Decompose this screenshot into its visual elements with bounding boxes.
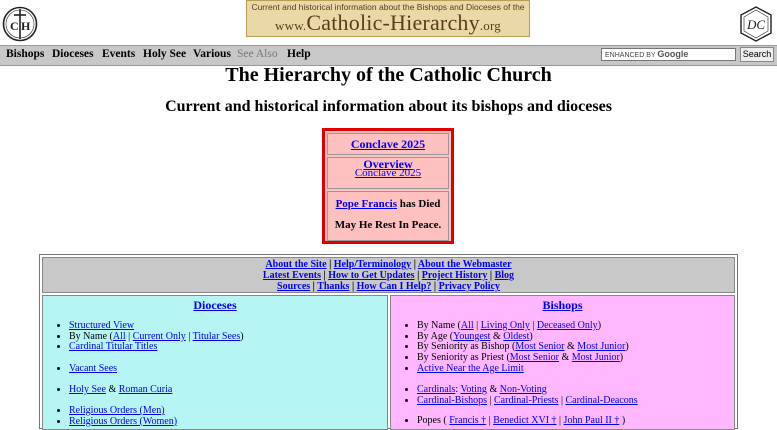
- bishop-most-junior-link[interactable]: Most Junior: [577, 341, 626, 353]
- dc-logo-icon[interactable]: [739, 6, 773, 42]
- thanks-link[interactable]: Thanks: [317, 281, 350, 292]
- roman-curia-link[interactable]: Roman Curia: [118, 384, 173, 395]
- bishops-panel: [390, 295, 735, 430]
- dioceses-panel: [42, 295, 388, 430]
- vacant-sees-link[interactable]: Vacant Sees: [69, 363, 118, 374]
- main-nav: [0, 45, 777, 66]
- cardinal-priests-link[interactable]: Cardinal-Priests: [494, 394, 559, 406]
- dioceses-list-3: [43, 385, 172, 396]
- conclave-2025-link[interactable]: Conclave 2025: [354, 167, 422, 179]
- sources-link[interactable]: Sources: [277, 281, 311, 292]
- nav-holy-see[interactable]: Holy See: [143, 48, 187, 60]
- rip-text: May He Rest In Peace.: [334, 219, 442, 231]
- nav-events[interactable]: Events: [102, 48, 136, 60]
- bishops-list-1: [391, 321, 629, 374]
- list-item: [69, 417, 177, 428]
- pope-francis-link[interactable]: Pope Francis: [335, 198, 397, 210]
- list-item: [69, 342, 244, 353]
- nav-bishops[interactable]: Bishops: [6, 48, 45, 60]
- list-item: [417, 364, 629, 375]
- bishop-most-senior-link[interactable]: Most Senior: [515, 341, 565, 353]
- search-button[interactable]: Search: [740, 47, 774, 62]
- living-only-link[interactable]: Living Only: [480, 320, 530, 331]
- non-voting-link[interactable]: Non-Voting: [499, 384, 547, 395]
- list-item: • Popes ( Francis † | Benedict XVI † | John Paul II † ): [417, 416, 625, 427]
- dioceses-list-1: [43, 321, 244, 353]
- page-subtitle: Current and historical information about its bishops and dioceses: [165, 98, 612, 115]
- list-item: • By Seniority as Bishop (Most Senior & Most Junior): [417, 342, 629, 353]
- page-title: The Hierarchy of the Catholic Church: [225, 64, 552, 86]
- priest-most-senior-link[interactable]: Most Senior: [509, 352, 559, 364]
- dioceses-heading-link[interactable]: Dioceses: [193, 298, 237, 312]
- help-terminology-link[interactable]: Help/Terminology: [333, 259, 412, 270]
- dioceses-list-4: [43, 406, 177, 427]
- religious-orders-men-link[interactable]: Religious Orders (Men): [69, 405, 165, 416]
- bishops-all-link[interactable]: All: [460, 320, 474, 331]
- about-webmaster-link[interactable]: About the Webmaster: [417, 259, 512, 270]
- religious-orders-women-link[interactable]: Religious Orders (Women): [69, 415, 178, 427]
- titular-sees-link[interactable]: Titular Sees: [192, 330, 241, 342]
- about-site-link[interactable]: About the Site: [265, 259, 327, 270]
- bishops-list-2: [391, 385, 638, 406]
- conclave-link-cell: [327, 157, 449, 189]
- dioceses-all-link[interactable]: All: [112, 330, 126, 342]
- catholic-hierarchy-banner[interactable]: [246, 0, 530, 37]
- conclave-overview-link[interactable]: Conclave 2025 Overview: [350, 137, 426, 171]
- main-table: [39, 254, 738, 429]
- deceased-only-link[interactable]: Deceased Only: [536, 320, 598, 331]
- holy-see-link[interactable]: Holy See: [69, 384, 106, 395]
- how-can-i-help-link[interactable]: How Can I Help?: [356, 281, 432, 292]
- project-history-link[interactable]: Project History: [421, 270, 488, 281]
- search-input[interactable]: ENHANCED BY Google: [601, 48, 736, 61]
- cardinal-deacons-link[interactable]: Cardinal-Deacons: [565, 394, 638, 406]
- conclave-overview-cell: [327, 133, 449, 171]
- structured-view-link[interactable]: Structured View: [69, 320, 135, 331]
- cardinal-bishops-link[interactable]: Cardinal-Bishops: [417, 394, 487, 406]
- nav-various[interactable]: Various: [193, 48, 231, 60]
- svg-text:C: C: [10, 19, 19, 33]
- voting-link[interactable]: Voting: [460, 384, 487, 395]
- pope-notice-cell: [327, 191, 449, 241]
- privacy-policy-link[interactable]: Privacy Policy: [438, 281, 500, 292]
- blog-link[interactable]: Blog: [494, 270, 515, 281]
- dioceses-list-2: [43, 364, 117, 375]
- how-to-get-updates-link[interactable]: How to Get Updates: [328, 270, 415, 281]
- list-item: • Holy See & Roman Curia: [69, 385, 172, 396]
- nav-see-also[interactable]: See Also: [237, 48, 278, 60]
- cardinal-titular-titles-link[interactable]: Cardinal Titular Titles: [69, 341, 158, 353]
- francis-link[interactable]: Francis †: [449, 415, 487, 426]
- about-links: About the Site | Help/Terminology | About the Webmaster Latest Events | How to Get Updates | Project History | Blog Sources | Thanks | How Can I Help? | Privacy Policy: [42, 257, 735, 293]
- list-item: • Cardinals: Voting & Non-Voting: [417, 385, 638, 396]
- ch-logo-icon[interactable]: [2, 6, 38, 42]
- active-near-age-limit-link[interactable]: Active Near the Age Limit: [417, 362, 524, 374]
- bishops-list-3: [391, 416, 625, 427]
- svg-text:H: H: [21, 19, 31, 33]
- youngest-link[interactable]: Youngest: [453, 330, 491, 342]
- list-item: [69, 364, 117, 375]
- site-header: [0, 0, 777, 44]
- has-died-text: has Died: [397, 198, 441, 210]
- priest-most-junior-link[interactable]: Most Junior: [571, 352, 620, 364]
- list-item: • By Age (Youngest & Oldest): [417, 332, 629, 343]
- latest-events-link[interactable]: Latest Events: [262, 270, 321, 281]
- banner-tagline: Current and historical information about the Bishops and Dioceses of the: [251, 2, 525, 12]
- list-item: • By Seniority as Priest (Most Senior & Most Junior): [417, 353, 629, 364]
- list-item: • By Name (All | Current Only | Titular Sees): [69, 332, 244, 343]
- banner-site-name: www.Catholic-Hierarchy.org: [275, 10, 501, 35]
- conclave-box: [322, 128, 454, 244]
- nav-dioceses[interactable]: Dioceses: [52, 48, 94, 60]
- nav-help[interactable]: Help: [287, 48, 311, 60]
- john-paul-ii-link[interactable]: John Paul II †: [563, 415, 620, 426]
- list-item: • By Name (All | Living Only | Deceased Only): [417, 321, 629, 332]
- cardinals-link[interactable]: Cardinals: [417, 384, 456, 395]
- bishops-heading-link[interactable]: Bishops: [542, 298, 583, 312]
- benedict-xvi-link[interactable]: Benedict XVI †: [493, 415, 557, 426]
- svg-text:DC: DC: [747, 17, 766, 32]
- oldest-link[interactable]: Oldest: [503, 330, 530, 342]
- list-item: • Cardinal-Bishops | Cardinal-Priests | Cardinal-Deacons: [417, 396, 638, 407]
- dioceses-current-only-link[interactable]: Current Only: [132, 330, 186, 342]
